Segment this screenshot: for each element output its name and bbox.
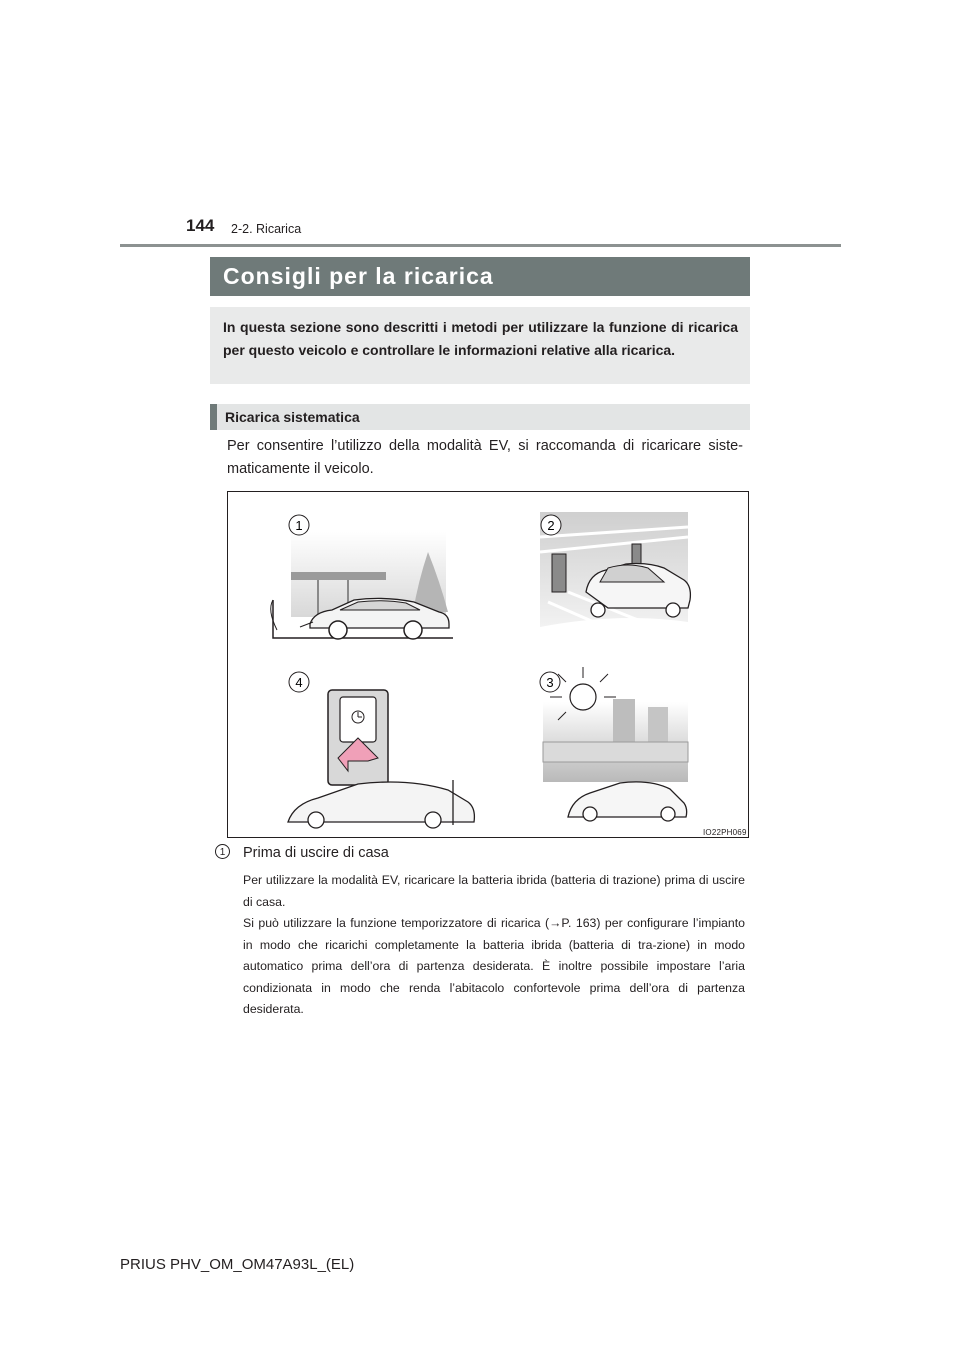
charging-illustration bbox=[227, 491, 749, 838]
footer-code: PRIUS PHV_OM_OM47A93L_(EL) bbox=[120, 1256, 355, 1273]
intro-box bbox=[210, 307, 750, 384]
intro-text: In questa sezione sono descritti i metodi per utilizzare la funzione di ricarica per questo veicolo e controllare le informazioni relative alla ricarica. bbox=[223, 319, 738, 358]
page-number: 144 bbox=[186, 216, 215, 235]
subsection-body: Per consentire l’utilizzo della modalità EV, si raccomanda di ricaricare siste-maticamente il veicolo. bbox=[227, 438, 743, 477]
panel-num-2 bbox=[541, 515, 561, 535]
panel-2-label: 2 bbox=[547, 518, 555, 533]
panel-num-1 bbox=[289, 515, 309, 535]
panel-3-label: 3 bbox=[546, 675, 554, 690]
illustration-svg bbox=[228, 492, 750, 839]
panel-num-4 bbox=[289, 672, 309, 692]
panel-num-3 bbox=[540, 672, 560, 692]
page-title: Consigli per la ricarica bbox=[210, 257, 750, 296]
item-number-badge: 1 bbox=[215, 844, 230, 859]
section-label: 2-2. Ricarica bbox=[231, 222, 302, 236]
item-title: Prima di uscire di casa bbox=[243, 845, 389, 861]
item-note-2: Si può utilizzare la funzione temporizzatore di ricarica (→P. 163) per configurare l’impianto in modo che ricarichi completamente la batteria ibrida (batteria di tra-zione) in modo automatico prima dell’ora di partenza desiderata. È inoltre possibile impostare l’aria condizionata in modo che renda l’abitacolo confortevole prima dell’ora di partenza desiderata. bbox=[243, 916, 745, 1016]
panel-timer bbox=[288, 690, 474, 828]
item-note-1: Per utilizzare la modalità EV, ricaricare la batteria ibrida (batteria di trazione) prima di uscire di casa. bbox=[243, 873, 745, 909]
panel-1-label: 1 bbox=[295, 518, 303, 533]
figure-code: IO22PH069 bbox=[703, 828, 747, 837]
panel-garage bbox=[540, 512, 690, 637]
panel-outdoor bbox=[543, 667, 688, 821]
panel-4-label: 4 bbox=[295, 675, 303, 690]
panel-home bbox=[271, 532, 453, 639]
subsection-heading: Ricarica sistematica bbox=[210, 404, 750, 430]
header-divider bbox=[120, 244, 841, 247]
